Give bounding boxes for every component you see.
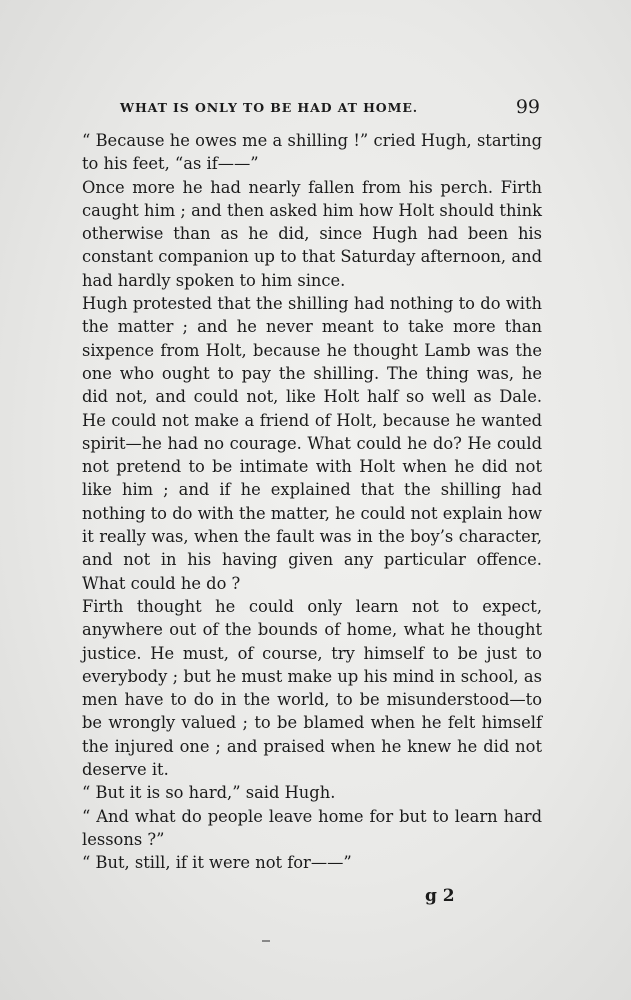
paragraph: “ But, still, if it were not for——” <box>82 853 352 873</box>
paragraph: “ And what do people leave home for but to learn hard lessons ?” <box>82 806 542 849</box>
body-text <box>82 129 542 875</box>
page-number: 99 <box>515 96 540 118</box>
signature-mark: g 2 <box>425 886 455 906</box>
running-head <box>82 96 542 122</box>
paragraph: Hugh protested that the shilling had nothing to do with the matter ; and he never meant to take more than sixpence from Holt, because he thought Lamb was the one who ought to pay the shilling. The thing was, he did not, and could not, like Holt half so well as Dale. He could not make a friend of Holt, because he wanted spirit—he had no courage. What could he do? He could not pretend to be intimate with Holt when he did not like him ; and if he explained that the shilling had nothing to do with the matter, he could not explain how it really was, when the fault was in the boy’s character, and not in his having given any particular offence. What could he do ? <box>82 294 542 593</box>
decorative-dash <box>262 940 270 942</box>
paragraph: “ Because he owes me a shilling !” cried Hugh, starting to his feet, “as if——” <box>82 131 542 174</box>
paragraph: Firth thought he could only learn not to expect, anywhere out of the bounds of home, what he thought justice. He must, of course, try himself to be just to everybody ; but he must make up his mind in school, as men have to do in the world, to be misunderstood—to be wrongly valued ; to be blamed when he felt himself the injured one ; and praised when he knew he did not deserve it. <box>82 596 542 780</box>
text-block <box>82 96 542 875</box>
paragraph: “ But it is so hard,” said Hugh. <box>82 783 336 803</box>
paragraph: Once more he had nearly fallen from his perch. Firth caught him ; and then asked him how Holt should think otherwise than as he did, since Hugh had been his constant companion up to that Saturday afternoon, and had hardly spoken to him since. <box>82 177 542 290</box>
running-title: WHAT IS ONLY TO BE HAD AT HOME. <box>120 100 418 115</box>
